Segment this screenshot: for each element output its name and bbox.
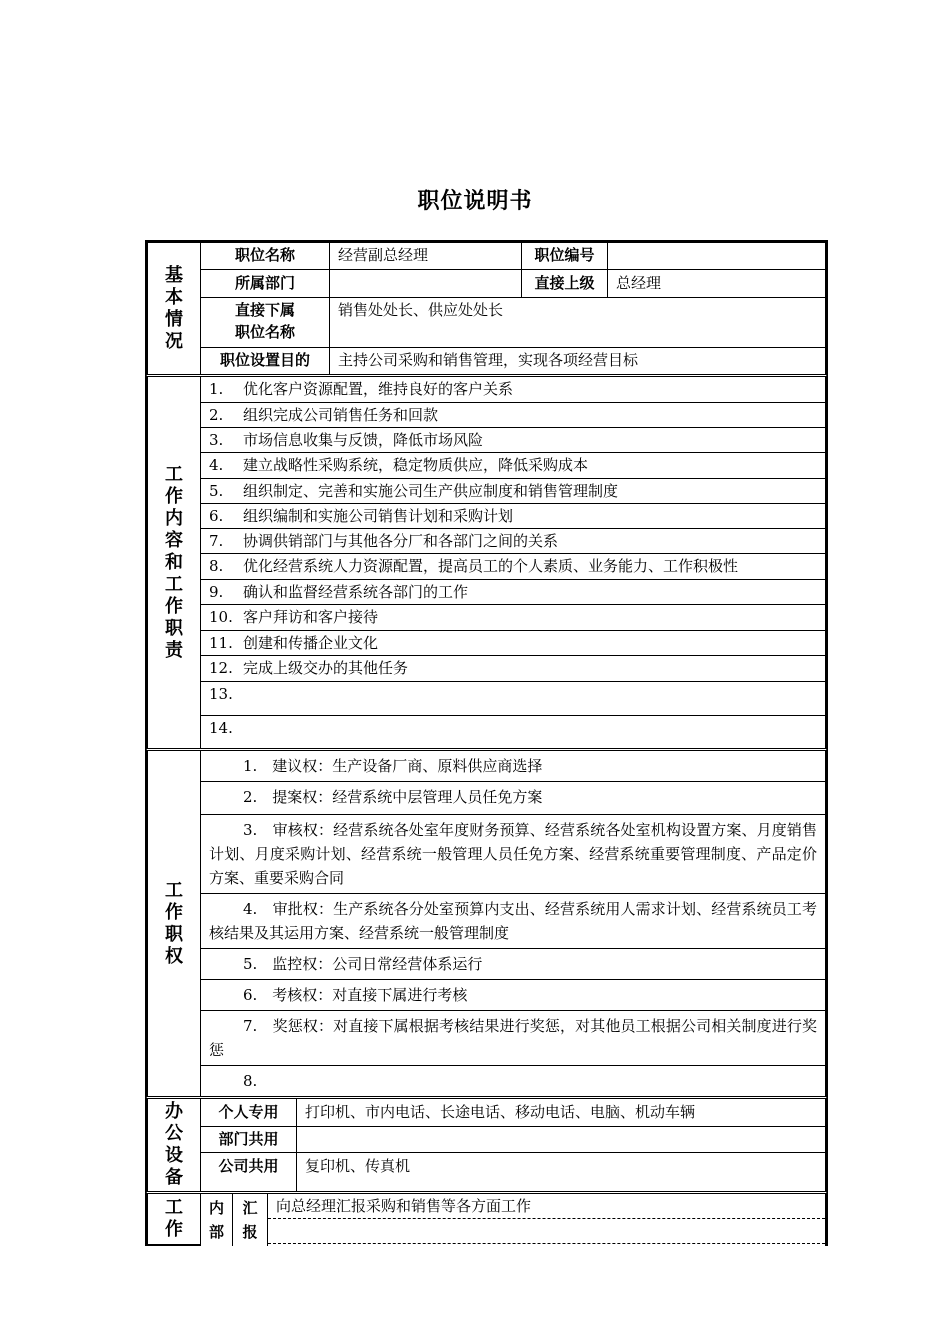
basic-info-section (145, 240, 828, 374)
relations-blank-line (268, 1219, 825, 1244)
duty-text: 组织完成公司销售任务和回款 (243, 406, 439, 424)
duty-number: 2. (209, 406, 224, 424)
duty-number: 4. (209, 456, 224, 474)
authority-item: 1. 建议权：生产设备厂商、原料供应商选择 (201, 751, 825, 782)
equipment-row-value: 打印机、市内电话、长途电话、移动电话、电脑、机动车辆 (305, 1103, 696, 1121)
duty-number: 10. (209, 608, 233, 626)
job-name-value: 经营副总经理 (330, 243, 522, 269)
authority-item: 3. 审核权：经营系统各处室年度财务预算、经营系统各处室机构设置方案、月度销售计划、月度采购计划、经营系统一般管理人员任免方案、经营系统重要管理制度、产品定价方案、重要采购合同 (201, 815, 825, 894)
dept-label: 所属部门 (201, 270, 330, 297)
relations-internal-label: 内 部 (201, 1194, 233, 1246)
duty-number: 11. (209, 634, 233, 652)
relations-report-label: 汇 报 (233, 1194, 268, 1246)
relations-report-value: 向总经理汇报采购和销售等各方面工作 (268, 1194, 825, 1219)
duty-item (201, 479, 825, 504)
authority-item: 6. 考核权：对直接下属进行考核 (201, 980, 825, 1011)
duty-number: 14. (209, 719, 233, 737)
duty-number: 6. (209, 507, 224, 525)
duty-text: 协调供销部门与其他各分厂和各部门之间的关系 (243, 532, 559, 550)
duty-number: 1. (209, 380, 224, 398)
duty-item (201, 716, 825, 748)
duty-item (201, 377, 825, 403)
authority-item: 7. 奖惩权：对直接下属根据考核结果进行奖惩，对其他员工根据公司相关制度进行奖惩 (201, 1011, 825, 1066)
duty-item (201, 403, 825, 428)
purpose-value: 主持公司采购和销售管理，实现各项经营目标 (338, 351, 639, 369)
subordinate-value: 销售处处长、供应处处长 (338, 301, 504, 319)
job-name-label: 职位名称 (201, 243, 330, 269)
relations-label: 工 作 (148, 1194, 201, 1246)
duties-section (145, 374, 828, 748)
authority-item: 8. (243, 1072, 258, 1090)
duty-item (201, 580, 825, 605)
authority-section (145, 748, 828, 1096)
duty-item (201, 453, 825, 479)
duty-text: 优化经营系统人力资源配置，提高员工的个人素质、业务能力、工作积极性 (243, 557, 739, 575)
duty-text: 组织制定、完善和实施公司生产供应制度和销售管理制度 (243, 482, 619, 500)
basic-info-label: 基 本 情 况 (148, 243, 201, 374)
equipment-row-label: 公司共用 (201, 1153, 297, 1191)
duty-item (201, 554, 825, 580)
duties-label: 工 作 内 容 和 工 作 职 责 (148, 377, 201, 748)
equipment-row-label: 部门共用 (201, 1127, 297, 1152)
equipment-label: 办 公 设 备 (148, 1099, 201, 1191)
duty-number: 8. (209, 557, 224, 575)
duty-text: 市场信息收集与反馈，降低市场风险 (243, 431, 484, 449)
duty-text: 确认和监督经营系统各部门的工作 (243, 583, 469, 601)
duty-text: 客户拜访和客户接待 (243, 608, 379, 626)
duty-number: 7. (209, 532, 224, 550)
duty-number: 3. (209, 431, 224, 449)
duty-item (201, 428, 825, 453)
duty-item (201, 504, 825, 529)
page-title: 职位说明书 (417, 189, 533, 214)
authority-label: 工 作 职 权 (148, 751, 201, 1096)
duty-number: 13. (209, 685, 233, 703)
authority-item: 5. 监控权：公司日常经营体系运行 (201, 949, 825, 980)
authority-item: 4. 审批权：生产系统各分处室预算内支出、经营系统用人需求计划、经营系统员工考核结果及其运用方案、经营系统一般管理制度 (201, 894, 825, 949)
duty-text: 优化客户资源配置，维持良好的客户关系 (243, 380, 514, 398)
duty-text: 完成上级交办的其他任务 (243, 659, 409, 677)
job-description-table (145, 240, 828, 1246)
dept-value (330, 270, 522, 297)
duty-number: 5. (209, 482, 224, 500)
purpose-label: 职位设置目的 (201, 348, 330, 374)
relations-section (145, 1191, 828, 1246)
equipment-row-value: 复印机、传真机 (305, 1157, 411, 1175)
duty-number: 9. (209, 583, 224, 601)
duty-text: 创建和传播企业文化 (243, 634, 379, 652)
equipment-section (145, 1096, 828, 1191)
job-no-label: 职位编号 (522, 243, 608, 269)
duty-item (201, 529, 825, 554)
equipment-row-value (297, 1127, 825, 1152)
duty-item (201, 605, 825, 631)
duty-text: 建立战略性采购系统，稳定物质供应，降低采购成本 (243, 456, 589, 474)
authority-item: 2. 提案权：经营系统中层管理人员任免方案 (201, 782, 825, 815)
subordinate-label: 直接下属 职位名称 (201, 298, 330, 347)
superior-value: 总经理 (616, 274, 662, 292)
duty-item (201, 656, 825, 682)
job-no-value (608, 243, 825, 269)
duty-item (201, 682, 825, 716)
equipment-row-label: 个人专用 (201, 1099, 297, 1126)
superior-label: 直接上级 (522, 270, 608, 297)
duty-text: 组织编制和实施公司销售计划和采购计划 (243, 507, 514, 525)
duty-number: 12. (209, 659, 233, 677)
duty-item (201, 631, 825, 656)
